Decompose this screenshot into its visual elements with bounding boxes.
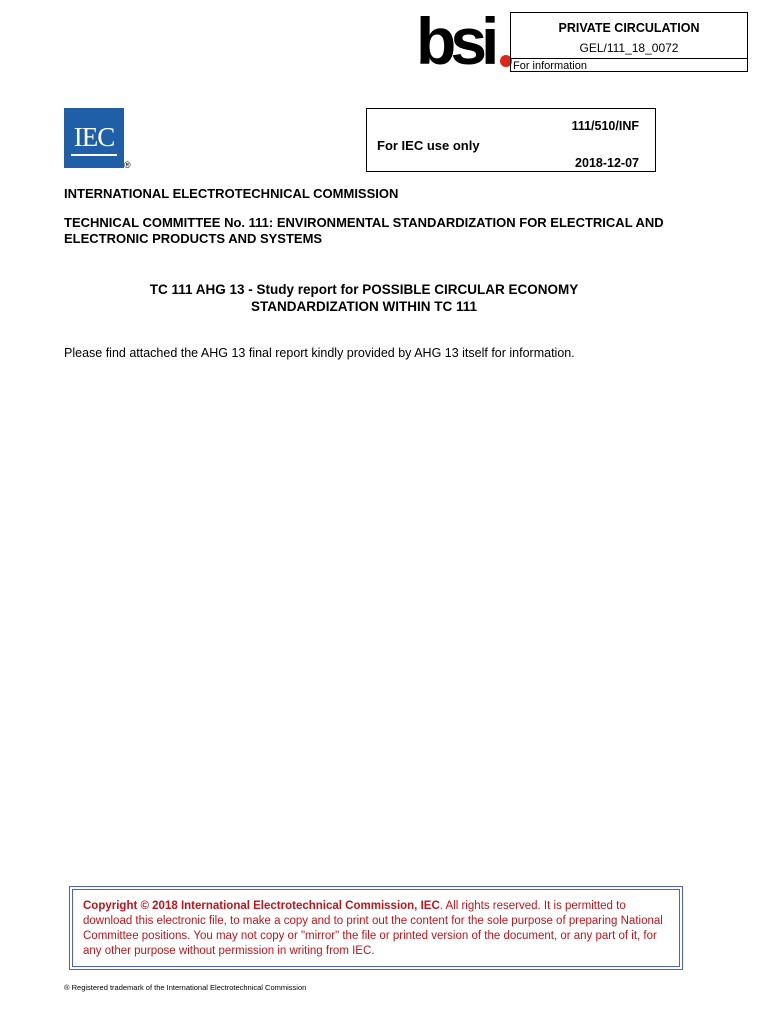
body-text: Please find attached the AHG 13 final report kindly provided by AHG 13 itself for information. [64, 346, 575, 360]
copyright-box [72, 889, 680, 967]
registered-mark: ® [124, 160, 131, 170]
organization-name: INTERNATIONAL ELECTROTECHNICAL COMMISSION [64, 186, 399, 201]
circulation-box [510, 12, 748, 72]
iec-logo-bar [71, 154, 117, 156]
circulation-divider [511, 58, 747, 59]
iec-use-box [366, 108, 656, 172]
copyright-text [83, 899, 669, 959]
bsi-logo-text: bsi [416, 4, 494, 78]
report-title-line-2: STANDARDIZATION WITHIN TC 111 [250, 299, 477, 314]
report-title [64, 281, 664, 315]
document-reference: 111/510/INF [571, 119, 639, 133]
iec-use-label: For IEC use only [377, 138, 480, 153]
circulation-reference: GEL/111_18_0072 [579, 41, 679, 55]
report-title-line-1: TC 111 AHG 13 - Study report for POSSIBLE CIRCULAR ECONOMY [149, 282, 579, 297]
trademark-footnote: ® Registered trademark of the International Electrotechnical Commission [64, 983, 307, 992]
iec-logo-text: IEC [73, 122, 115, 152]
bsi-logo [416, 4, 512, 78]
circulation-note: For information [513, 60, 587, 72]
copyright-rest: . All rights reserved. It is permitted to download this electronic file, to make a copy and to print out the content for the sole purpose of preparing National Committee positions. You may not copy or "mirror" the file or printed version of the document, or any part of it, for any other purpose without permission in writing from IEC. [83, 900, 663, 957]
copyright-bold: Copyright © 2018 International Electrotechnical Commission, IEC [83, 900, 440, 912]
document-date: 2018-12-07 [575, 156, 639, 170]
committee-name: TECHNICAL COMMITTEE No. 111: ENVIRONMENTAL STANDARDIZATION FOR ELECTRICAL AND ELECTRONIC PRODUCTS AND SYSTEMS [64, 215, 664, 246]
iec-logo [64, 108, 124, 168]
circulation-title: PRIVATE CIRCULATION [558, 21, 700, 35]
